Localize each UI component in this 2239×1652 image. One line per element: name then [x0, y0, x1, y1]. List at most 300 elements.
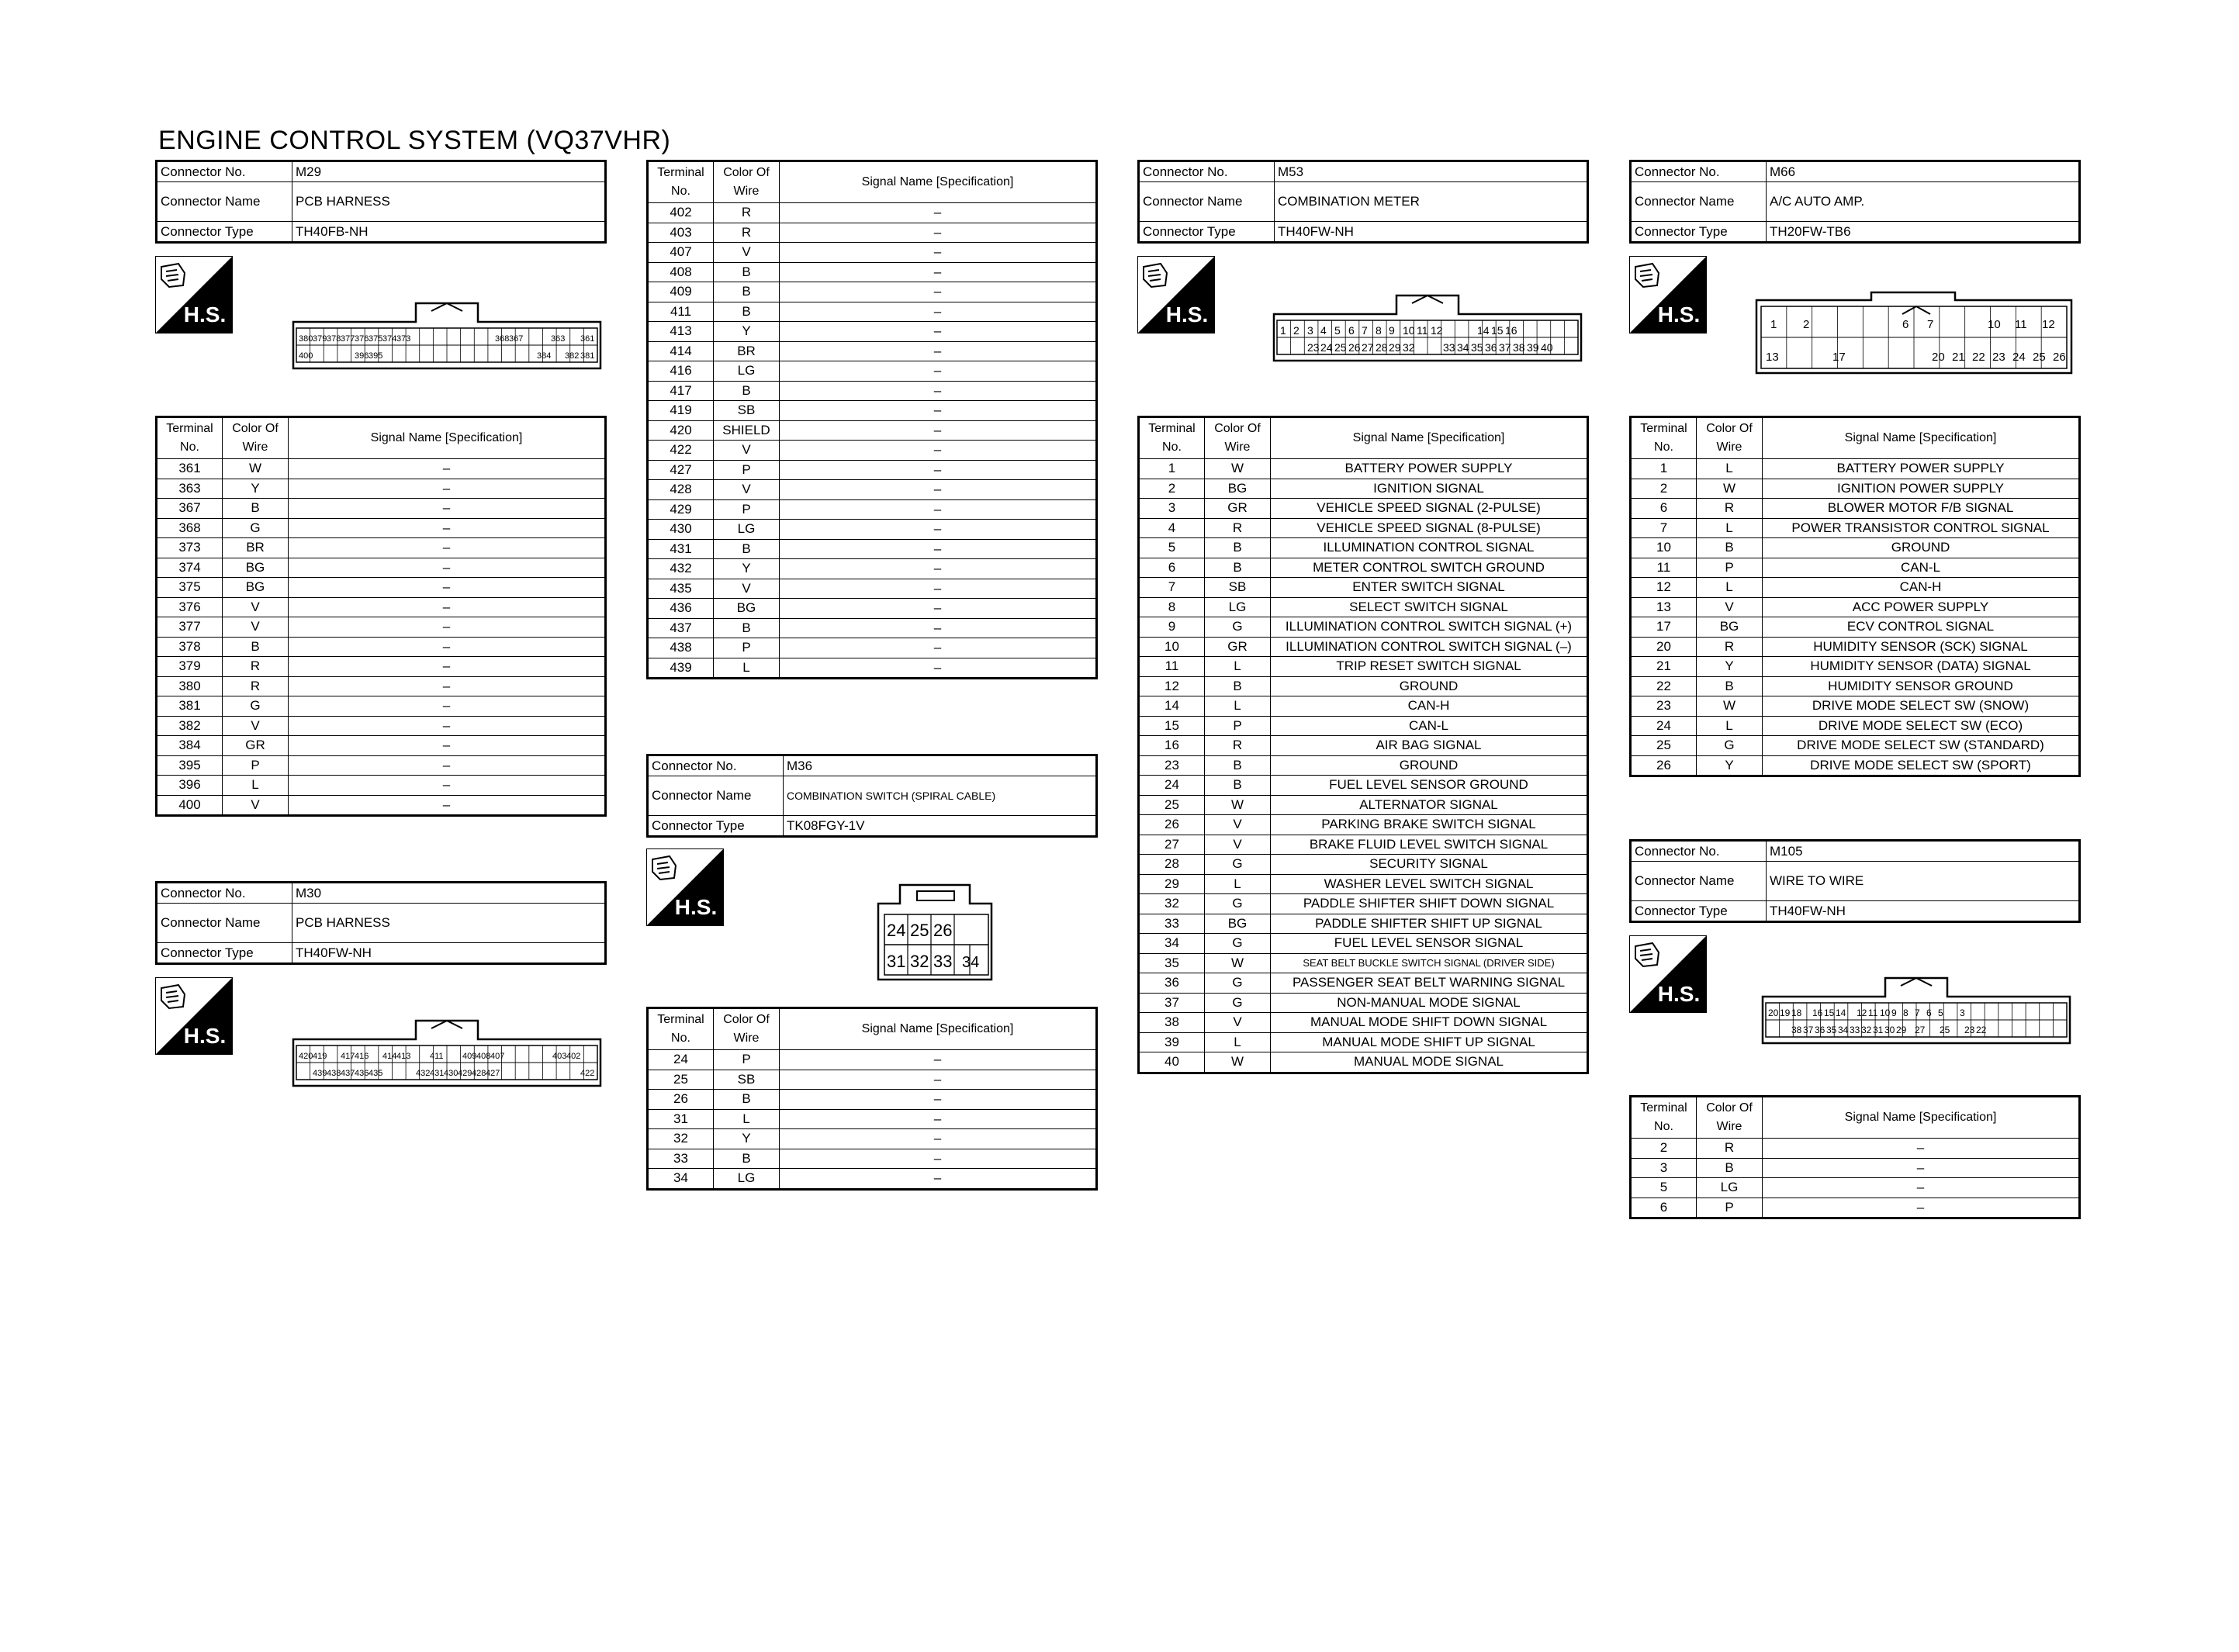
signal-name-cell: – — [780, 1050, 1097, 1070]
pin-label: 420 — [299, 1052, 313, 1061]
wire-color-cell: Y — [714, 559, 780, 579]
wire-color-cell: LG — [714, 1169, 780, 1190]
pin-label: 32 — [1403, 341, 1415, 354]
terminal-no-cell: 378 — [157, 637, 223, 657]
pin-label: 20 — [1932, 351, 1945, 364]
wire-color-cell: B — [714, 1090, 780, 1110]
pin-label: 1 — [1770, 318, 1777, 331]
table-row — [157, 597, 606, 617]
table-row — [1139, 795, 1588, 815]
connector-no-label: Connector No. — [1139, 161, 1275, 182]
terminal-no-cell: 403 — [648, 223, 714, 243]
pin-label: 11 — [2015, 318, 2027, 331]
wire-color-cell: SHIELD — [714, 420, 780, 441]
signal-name-cell: – — [780, 361, 1097, 382]
table-row — [1139, 835, 1588, 855]
table-row — [648, 361, 1097, 382]
pin-label: 379 — [313, 334, 327, 344]
signal-name-cell: WASHER LEVEL SWITCH SIGNAL — [1271, 874, 1588, 894]
pin-label: 24 — [887, 921, 906, 940]
pin-label: 21 — [1952, 351, 1965, 364]
wire-color-cell: L — [1697, 716, 1763, 736]
table-row — [648, 579, 1097, 599]
wire-color-cell: B — [1697, 538, 1763, 558]
signal-name-cell: HUMIDITY SENSOR (SCK) SIGNAL — [1763, 637, 2080, 657]
pin-label: 435 — [369, 1069, 383, 1078]
connector-no-label: Connector No. — [1631, 161, 1767, 182]
signal-name-cell: – — [289, 479, 606, 499]
signal-name-cell: – — [780, 480, 1097, 500]
terminal-no-cell: 2 — [1631, 1139, 1697, 1159]
pin-label: 6 — [1348, 324, 1355, 337]
pin-label: 14 — [1477, 324, 1490, 337]
connector-type-label: Connector Type — [648, 816, 784, 837]
pin-label: 7 — [1927, 318, 1934, 331]
signal-name-cell: PARKING BRAKE SWITCH SIGNAL — [1271, 815, 1588, 835]
table-row — [1139, 578, 1588, 598]
signal-name-cell: ENTER SWITCH SIGNAL — [1271, 578, 1588, 598]
wire-color-cell: Y — [714, 1129, 780, 1149]
signal-name-cell: ILLUMINATION CONTROL SWITCH SIGNAL (+) — [1271, 617, 1588, 638]
terminal-no-cell: 26 — [1631, 755, 1697, 776]
table-row — [648, 1129, 1097, 1149]
table-row — [157, 479, 606, 499]
wire-color-cell: LG — [714, 520, 780, 540]
signal-name-cell: – — [780, 223, 1097, 243]
signal-name-cell: FUEL LEVEL SENSOR SIGNAL — [1271, 934, 1588, 954]
signal-name-cell: – — [780, 243, 1097, 263]
table-row — [648, 302, 1097, 322]
color-of-wire-header: Color Of Wire — [714, 161, 780, 203]
pin-label: 395 — [369, 351, 383, 361]
pin-label: 31 — [1873, 1025, 1884, 1035]
table-row — [648, 1109, 1097, 1129]
wire-color-cell: P — [1697, 558, 1763, 578]
wire-color-cell: B — [1205, 538, 1271, 558]
signal-name-cell: ILLUMINATION CONTROL SWITCH SIGNAL (–) — [1271, 637, 1588, 657]
table-row — [1139, 1032, 1588, 1052]
table-row — [1139, 815, 1588, 835]
wire-color-cell: L — [714, 1109, 780, 1129]
terminal-no-cell: 437 — [648, 618, 714, 638]
terminal-no-cell: 24 — [1139, 776, 1205, 796]
wire-color-cell: P — [714, 460, 780, 480]
connector-type-value: TH40FW-NH — [1275, 222, 1588, 243]
terminal-no-cell: 11 — [1139, 657, 1205, 677]
pin-label: 2 — [1803, 318, 1810, 331]
signal-name-cell: – — [289, 538, 606, 558]
pin-label: 28 — [1376, 341, 1388, 354]
terminal-no-cell: 12 — [1139, 676, 1205, 696]
connector-m53-terminals — [1137, 416, 1589, 1074]
terminal-no-cell: 361 — [157, 459, 223, 479]
signal-name-cell: – — [780, 401, 1097, 421]
pin-label: 430 — [444, 1069, 459, 1078]
connector-name-label: Connector Name — [1139, 182, 1275, 222]
pin-label: 29 — [1896, 1025, 1907, 1035]
terminal-no-cell: 375 — [157, 578, 223, 598]
terminal-no-cell: 6 — [1631, 1198, 1697, 1218]
terminal-no-cell: 416 — [648, 361, 714, 382]
terminal-no-cell: 2 — [1631, 479, 1697, 499]
pin-label: 12 — [2042, 318, 2055, 331]
connector-m30-info — [155, 881, 607, 965]
signal-name-cell: – — [780, 1149, 1097, 1169]
signal-name-cell: – — [1763, 1178, 2080, 1198]
table-row — [1139, 657, 1588, 677]
wire-color-cell: G — [1697, 736, 1763, 756]
wire-color-cell: LG — [714, 361, 780, 382]
pin-label: 23 — [1964, 1025, 1975, 1035]
terminal-no-cell: 31 — [648, 1109, 714, 1129]
pin-label: 37 — [1803, 1025, 1814, 1035]
color-of-wire-header: Color Of Wire — [1697, 1097, 1763, 1139]
wire-color-cell: BG — [223, 558, 289, 578]
table-row — [1631, 597, 2080, 617]
hs-harness-side-icon — [155, 977, 233, 1055]
pin-label: 16 — [1812, 1007, 1823, 1018]
signal-name-cell: – — [780, 1070, 1097, 1090]
signal-name-cell: ILLUMINATION CONTROL SIGNAL — [1271, 538, 1588, 558]
wire-color-cell: V — [223, 597, 289, 617]
terminal-no-cell: 439 — [648, 658, 714, 679]
wire-color-cell: V — [714, 243, 780, 263]
wire-color-cell: GR — [1205, 499, 1271, 519]
terminal-no-cell: 25 — [648, 1070, 714, 1090]
pin-label: 416 — [355, 1052, 369, 1061]
terminal-no-cell: 367 — [157, 499, 223, 519]
wire-color-cell: P — [714, 499, 780, 520]
table-row — [1139, 479, 1588, 499]
wire-color-cell: V — [714, 480, 780, 500]
terminal-no-header: Terminal No. — [648, 1008, 714, 1050]
connector-m105-face — [1761, 973, 2071, 1045]
signal-name-cell: – — [1763, 1198, 2080, 1218]
terminal-no-cell: 4 — [1139, 518, 1205, 538]
wire-color-cell: W — [1205, 795, 1271, 815]
table-row — [1631, 755, 2080, 776]
table-row — [157, 558, 606, 578]
signal-name-cell: – — [780, 203, 1097, 223]
wire-color-cell: B — [714, 262, 780, 282]
signal-name-cell: – — [289, 657, 606, 677]
signal-name-cell: – — [780, 302, 1097, 322]
pin-label: 408 — [476, 1052, 491, 1061]
pin-label: 27 — [1915, 1025, 1926, 1035]
wire-color-cell: B — [1697, 676, 1763, 696]
table-row — [1631, 518, 2080, 538]
pin-label: 36 — [1485, 341, 1497, 354]
wire-color-cell: R — [1697, 1139, 1763, 1159]
terminal-no-cell: 21 — [1631, 657, 1697, 677]
terminal-no-cell: 16 — [1139, 736, 1205, 756]
terminal-no-cell: 407 — [648, 243, 714, 263]
signal-name-cell: GROUND — [1271, 676, 1588, 696]
table-row — [1631, 538, 2080, 558]
wire-color-cell: B — [714, 539, 780, 559]
hs-harness-side-icon — [1629, 935, 1707, 1013]
pin-label: 32 — [910, 952, 929, 971]
table-row — [1139, 914, 1588, 934]
signal-name-cell: – — [289, 558, 606, 578]
terminal-no-cell: 430 — [648, 520, 714, 540]
terminal-no-cell: 14 — [1139, 696, 1205, 717]
wire-color-cell: BR — [714, 341, 780, 361]
table-row — [157, 637, 606, 657]
terminal-no-cell: 12 — [1631, 578, 1697, 598]
pin-label: 34 — [1838, 1025, 1849, 1035]
pin-label: 363 — [551, 334, 566, 344]
table-row — [1631, 578, 2080, 598]
table-row — [1139, 934, 1588, 954]
terminal-no-cell: 1 — [1139, 459, 1205, 479]
wire-color-cell: B — [1205, 776, 1271, 796]
pin-label: 26 — [933, 921, 953, 940]
table-row — [157, 459, 606, 479]
terminal-no-header: Terminal No. — [1139, 417, 1205, 459]
signal-name-header: Signal Name [Specification] — [780, 161, 1097, 203]
signal-name-cell: METER CONTROL SWITCH GROUND — [1271, 558, 1588, 578]
pin-label: 5 — [1938, 1007, 1943, 1018]
pin-label: 25 — [910, 921, 929, 940]
terminal-no-cell: 396 — [157, 776, 223, 796]
table-row — [648, 282, 1097, 302]
pin-label: 402 — [566, 1052, 581, 1061]
pin-label: 38 — [1791, 1025, 1802, 1035]
table-row — [648, 341, 1097, 361]
signal-name-cell: – — [289, 676, 606, 696]
table-row — [1139, 459, 1588, 479]
terminal-no-cell: 427 — [648, 460, 714, 480]
terminal-no-cell: 23 — [1631, 696, 1697, 717]
terminal-no-cell: 23 — [1139, 755, 1205, 776]
pin-label: 10 — [1988, 318, 2001, 331]
wire-color-cell: LG — [1697, 1178, 1763, 1198]
table-row — [648, 223, 1097, 243]
wire-color-cell: G — [1205, 973, 1271, 994]
connector-name-label: Connector Name — [157, 904, 292, 943]
wire-color-cell: Y — [223, 479, 289, 499]
table-row — [1631, 637, 2080, 657]
table-row — [1139, 736, 1588, 756]
table-row — [648, 1070, 1097, 1090]
connector-no-value: M53 — [1275, 161, 1588, 182]
connector-no-value: M66 — [1767, 161, 2080, 182]
signal-name-cell: – — [780, 341, 1097, 361]
wire-color-cell: P — [1205, 716, 1271, 736]
signal-name-cell: – — [780, 1090, 1097, 1110]
signal-name-cell: – — [780, 658, 1097, 679]
wire-color-cell: L — [1205, 696, 1271, 717]
terminal-no-cell: 438 — [648, 638, 714, 658]
signal-name-cell: BATTERY POWER SUPPLY — [1763, 459, 2080, 479]
pin-label: 407 — [490, 1052, 505, 1061]
svg-text:H.S.: H.S. — [674, 895, 718, 919]
pin-label: 6 — [1926, 1007, 1932, 1018]
terminal-no-cell: 24 — [1631, 716, 1697, 736]
wire-color-cell: B — [714, 381, 780, 401]
wire-color-cell: B — [714, 302, 780, 322]
connector-m29-face — [292, 299, 602, 370]
connector-m105-info — [1629, 839, 2081, 923]
signal-name-cell: – — [780, 579, 1097, 599]
signal-name-cell: – — [1763, 1139, 2080, 1159]
page-title: ENGINE CONTROL SYSTEM (VQ37VHR) — [158, 126, 671, 155]
wire-color-cell: B — [714, 1149, 780, 1169]
wire-color-cell: W — [1205, 953, 1271, 973]
pin-label: 15 — [1491, 324, 1504, 337]
pin-label: 5 — [1334, 324, 1341, 337]
table-row — [1631, 1198, 2080, 1218]
signal-name-cell: – — [780, 1109, 1097, 1129]
table-row — [1139, 894, 1588, 914]
connector-no-label: Connector No. — [1631, 841, 1767, 862]
table-row — [1139, 676, 1588, 696]
signal-name-cell: MANUAL MODE SIGNAL — [1271, 1052, 1588, 1073]
wire-color-cell: P — [714, 1050, 780, 1070]
table-row — [648, 381, 1097, 401]
wire-color-cell: V — [1205, 1013, 1271, 1033]
terminal-no-cell: 409 — [648, 282, 714, 302]
terminal-no-cell: 3 — [1631, 1158, 1697, 1178]
signal-name-cell: – — [780, 282, 1097, 302]
terminal-no-cell: 411 — [648, 302, 714, 322]
wire-color-cell: V — [1697, 597, 1763, 617]
table-row — [157, 578, 606, 598]
pin-label: 437 — [341, 1069, 355, 1078]
table-row — [1631, 736, 2080, 756]
terminal-no-header: Terminal No. — [157, 417, 223, 459]
wire-color-cell: B — [223, 637, 289, 657]
signal-name-header: Signal Name [Specification] — [780, 1008, 1097, 1050]
signal-name-cell: ACC POWER SUPPLY — [1763, 597, 2080, 617]
pin-label: 7 — [1362, 324, 1368, 337]
table-row — [648, 1169, 1097, 1190]
pin-label: 34 — [1457, 341, 1469, 354]
connector-m105-terminals — [1629, 1095, 2081, 1219]
terminal-no-cell: 384 — [157, 736, 223, 756]
table-row — [1139, 755, 1588, 776]
wire-color-cell: V — [1205, 835, 1271, 855]
table-row — [1139, 696, 1588, 717]
terminal-no-cell: 6 — [1631, 499, 1697, 519]
signal-name-cell: CAN-H — [1271, 696, 1588, 717]
terminal-no-cell: 26 — [1139, 815, 1205, 835]
pin-label: 33 — [1850, 1025, 1860, 1035]
pin-label: 439 — [313, 1069, 327, 1078]
signal-name-cell: GROUND — [1271, 755, 1588, 776]
table-row — [648, 322, 1097, 342]
pin-label: 38 — [1513, 341, 1525, 354]
terminal-no-cell: 17 — [1631, 617, 1697, 638]
table-row — [1139, 716, 1588, 736]
table-row — [648, 480, 1097, 500]
signal-name-cell: ALTERNATOR SIGNAL — [1271, 795, 1588, 815]
signal-name-cell: – — [289, 696, 606, 717]
connector-name-value: WIRE TO WIRE — [1767, 862, 2080, 901]
terminal-no-cell: 373 — [157, 538, 223, 558]
signal-name-header: Signal Name [Specification] — [289, 417, 606, 459]
wire-color-cell: GR — [1205, 637, 1271, 657]
pin-label: 18 — [1791, 1007, 1802, 1018]
connector-m53-face — [1272, 291, 1583, 362]
wire-color-cell: V — [223, 795, 289, 816]
pin-label: 403 — [552, 1052, 567, 1061]
table-row — [648, 499, 1097, 520]
connector-m36-terminals — [646, 1007, 1098, 1191]
terminal-no-cell: 7 — [1631, 518, 1697, 538]
pin-label: 432 — [416, 1069, 431, 1078]
table-row — [157, 736, 606, 756]
terminal-no-cell: 13 — [1631, 597, 1697, 617]
pin-label: 428 — [472, 1069, 486, 1078]
terminal-no-cell: 25 — [1631, 736, 1697, 756]
pin-label: 7 — [1915, 1007, 1920, 1018]
terminal-no-cell: 6 — [1139, 558, 1205, 578]
terminal-no-cell: 380 — [157, 676, 223, 696]
svg-text:H.S.: H.S. — [183, 1024, 227, 1048]
table-row — [1139, 597, 1588, 617]
pin-label: 375 — [369, 334, 383, 344]
table-row — [648, 599, 1097, 619]
wire-color-cell: SB — [714, 401, 780, 421]
signal-name-cell: – — [289, 499, 606, 519]
pin-label: 32 — [1861, 1025, 1872, 1035]
terminal-no-cell: 374 — [157, 558, 223, 578]
wire-color-cell: W — [1697, 479, 1763, 499]
wire-color-cell: B — [1205, 676, 1271, 696]
signal-name-cell: ECV CONTROL SIGNAL — [1763, 617, 2080, 638]
table-row — [648, 539, 1097, 559]
pin-label: 24 — [1320, 341, 1333, 354]
table-row — [1139, 1052, 1588, 1073]
terminal-no-cell: 34 — [648, 1169, 714, 1190]
signal-name-cell: – — [289, 716, 606, 736]
color-of-wire-header: Color Of Wire — [714, 1008, 780, 1050]
signal-name-cell: BRAKE FLUID LEVEL SWITCH SIGNAL — [1271, 835, 1588, 855]
wire-color-cell: L — [1697, 518, 1763, 538]
wire-color-cell: R — [1697, 637, 1763, 657]
connector-m66-info — [1629, 160, 2081, 244]
table-row — [648, 243, 1097, 263]
terminal-no-cell: 32 — [648, 1129, 714, 1149]
wire-color-cell: W — [223, 459, 289, 479]
signal-name-cell: – — [289, 597, 606, 617]
pin-label: 20 — [1768, 1007, 1779, 1018]
table-row — [157, 538, 606, 558]
pin-label: 36 — [1815, 1025, 1825, 1035]
pin-label: 361 — [580, 334, 595, 344]
table-row — [157, 617, 606, 638]
signal-name-cell: – — [289, 518, 606, 538]
wire-color-cell: L — [1205, 1032, 1271, 1052]
table-row — [157, 676, 606, 696]
terminal-no-cell: 7 — [1139, 578, 1205, 598]
terminal-no-cell: 414 — [648, 341, 714, 361]
connector-type-value: TK08FGY-1V — [784, 816, 1097, 837]
pin-label: 31 — [887, 952, 906, 971]
pin-label: 25 — [2033, 351, 2046, 364]
wire-color-cell: G — [1205, 617, 1271, 638]
signal-name-cell: – — [780, 381, 1097, 401]
wire-color-cell: BG — [1205, 914, 1271, 934]
wire-color-cell: R — [714, 223, 780, 243]
connector-m53-info — [1137, 160, 1589, 244]
pin-label: 33 — [1443, 341, 1455, 354]
wire-color-cell: B — [714, 618, 780, 638]
wire-color-cell: BG — [714, 599, 780, 619]
connector-no-label: Connector No. — [157, 883, 292, 904]
